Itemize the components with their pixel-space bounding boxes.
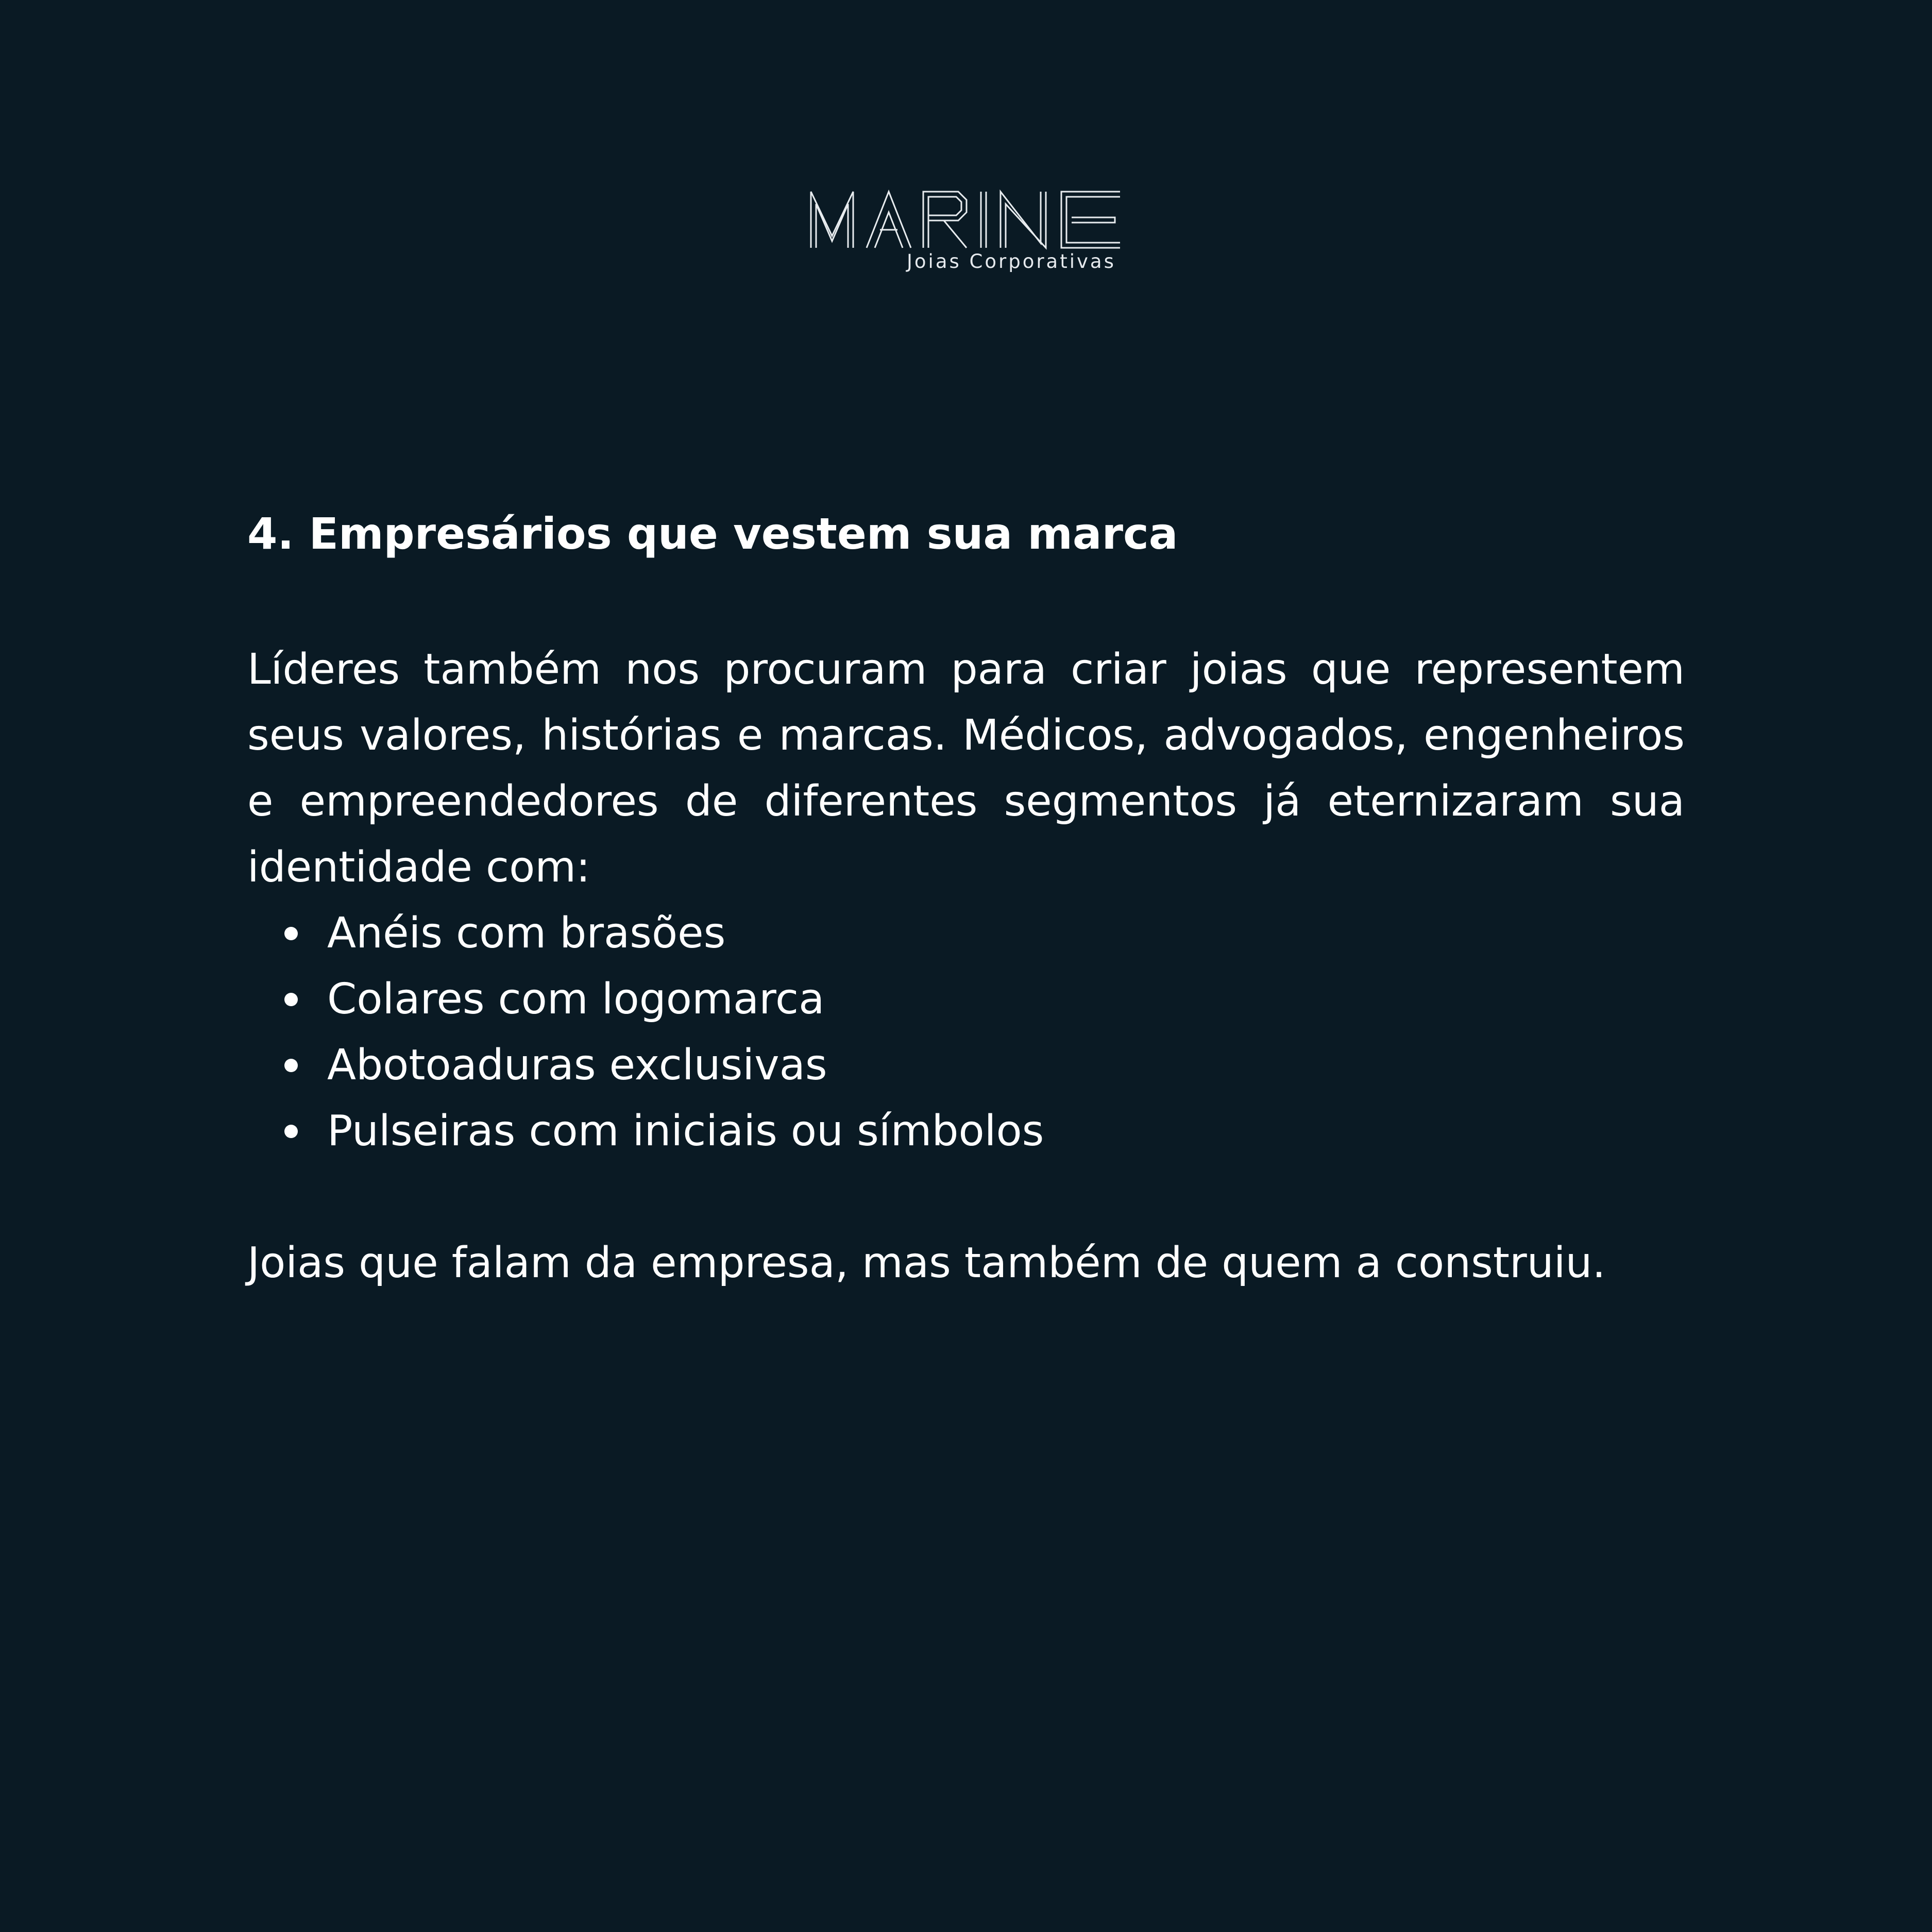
- product-list: [247, 901, 1685, 1164]
- intro-paragraph: Líderes também nos procuram para criar joias que representem seus valores, histórias e marcas. Médicos, advogados, engenheiros e empreendedores de diferentes segmentos já eternizaram sua identidade com:: [247, 645, 1685, 892]
- closing-paragraph: Joias que falam da empresa, mas também de quem a construiu.: [247, 1239, 1606, 1287]
- list-item: [247, 1098, 1685, 1164]
- bullet-dot-icon: [284, 927, 298, 940]
- bullet-dot-icon: [284, 1125, 298, 1138]
- list-item: [247, 1032, 1685, 1098]
- brand-tagline: Joias Corporativas: [907, 250, 1116, 273]
- brand-logo: [809, 190, 1126, 277]
- list-item: [247, 901, 1685, 967]
- bullet-dot-icon: [284, 993, 298, 1006]
- list-item-label: Pulseiras com iniciais ou símbolos: [327, 1107, 1044, 1156]
- list-item-label: Abotoaduras exclusivas: [327, 1041, 827, 1090]
- main-content: [247, 505, 1685, 1296]
- marine-wordmark-logo: [809, 190, 1124, 249]
- list-item-label: Anéis com brasões: [327, 909, 726, 958]
- list-item: [247, 967, 1685, 1032]
- bullet-dot-icon: [284, 1059, 298, 1072]
- section-heading: 4. Empresários que vestem sua marca: [247, 509, 1178, 559]
- list-item-label: Colares com logomarca: [327, 975, 825, 1024]
